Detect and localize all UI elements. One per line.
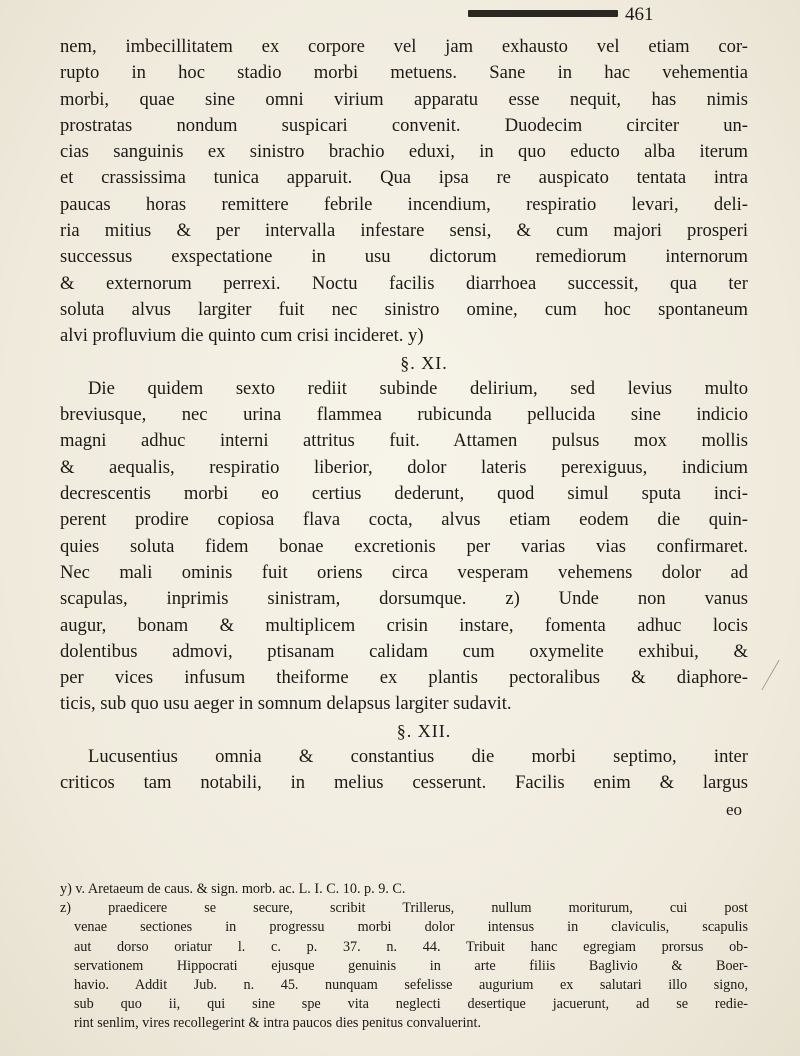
text-line: Lucusentius omnia & constantius die morbi septimo, inter xyxy=(88,746,748,768)
text-line: successus exspectatione in usu dictorum remediorum internorum xyxy=(60,246,748,268)
text-line: paucas horas remittere febrile incendium, respiratio levari, deli- xyxy=(60,193,748,215)
text-line: Die quidem sexto rediit subinde delirium, sed levius multo xyxy=(88,377,748,399)
text-line: criticos tam notabili, in melius cesserunt. Facilis enim & largus xyxy=(60,772,748,794)
catchword: eo xyxy=(725,799,742,819)
body-text xyxy=(60,34,748,823)
text-line: quies soluta fidem bonae excretionis per varias vias confirmaret. xyxy=(60,535,748,557)
section-heading-xii: §. XII. xyxy=(396,720,452,741)
footnote-line: servationem Hippocrati ejusque genuinis in arte filiis Baglivio & Boer- xyxy=(74,957,748,974)
footnote-line: z) praedicere se secure, scribit Trillerus, nullum moriturum, cui post xyxy=(60,900,748,917)
text-line: breviusque, nec urina flammea rubicunda pellucida sine indicio xyxy=(60,404,748,426)
page-number: 461 xyxy=(625,4,654,25)
text-line: cias sanguinis ex sinistro brachio eduxi, in quo educto alba iterum xyxy=(60,141,748,163)
text-line: ticis, sub quo usu aeger in somnum delapsus largiter sudavit. xyxy=(60,693,512,715)
text-line: scapulas, inprimis sinistram, dorsumque. z) Unde non vanus xyxy=(60,588,748,610)
text-line: rupto in hoc stadio morbi metuens. Sane in hac vehementia xyxy=(60,62,748,84)
text-line: dolentibus admovi, ptisanam calidam cum oxymelite exhibui, & xyxy=(60,640,748,662)
footnote-line: venae sectiones in progressu morbi dolor intensus in claviculis, scapulis xyxy=(74,919,748,936)
footnotes xyxy=(60,880,748,1034)
text-line: per vices infusum theiforme ex plantis pectoralibus & diaphore- xyxy=(60,667,748,689)
footnote-line: sub quo ii, qui sine spe vita neglecti desertique jacuerunt, ad se redie- xyxy=(74,996,748,1013)
margin-pencil-mark xyxy=(761,660,789,690)
text-line: Nec mali ominis fuit oriens circa vesperam vehemens dolor ad xyxy=(60,561,748,583)
footnote-line: havio. Addit Jub. n. 45. nunquam sefelisse augurium ex salutari illo signo, xyxy=(74,977,748,994)
text-line: augur, bonam & multiplicem crisin instare, fomenta adhuc locis xyxy=(60,614,748,636)
text-line: morbi, quae sine omni virium apparatu esse nequit, has nimis xyxy=(60,88,748,110)
footnote-line: aut dorso oriatur l. c. p. 37. n. 44. Tribuit hanc egregiam prorsus ob- xyxy=(74,938,748,955)
text-line: ria mitius & per intervalla infestare sensi, & cum majori prosperi xyxy=(60,220,748,242)
text-line: prostratas nondum suspicari convenit. Duodecim circiter un- xyxy=(60,114,748,136)
footnote-line: y) v. Aretaeum de caus. & sign. morb. ac. L. I. C. 10. p. 9. C. xyxy=(60,881,406,897)
text-line: perent prodire copiosa flava cocta, alvus etiam eodem die quin- xyxy=(60,509,748,531)
text-line: & aequalis, respiratio liberior, dolor lateris perexiguus, indicium xyxy=(60,456,748,478)
text-line: magni adhuc interni attritus fuit. Attamen pulsus mox mollis xyxy=(60,430,748,452)
header-rule xyxy=(468,10,618,17)
text-line: & externorum perrexi. Noctu facilis diarrhoea successit, qua ter xyxy=(60,272,748,294)
text-line: decrescentis morbi eo certius dederunt, quod simul sputa inci- xyxy=(60,483,748,505)
text-line: alvi profluvium die quinto cum crisi incideret. y) xyxy=(60,325,424,347)
section-heading-xi: §. XI. xyxy=(400,352,448,373)
text-line: nem, imbecillitatem ex corpore vel jam exhausto vel etiam cor- xyxy=(60,36,748,57)
text-line: soluta alvus largiter fuit nec sinistro omine, cum hoc spontaneum xyxy=(60,298,748,320)
footnote-line: rint senlim, vires recollegerint & intra paucos dies penitus convaluerint. xyxy=(74,1015,481,1032)
text-line: et crassissima tunica apparuit. Qua ipsa re auspicato tentata intra xyxy=(60,167,748,189)
